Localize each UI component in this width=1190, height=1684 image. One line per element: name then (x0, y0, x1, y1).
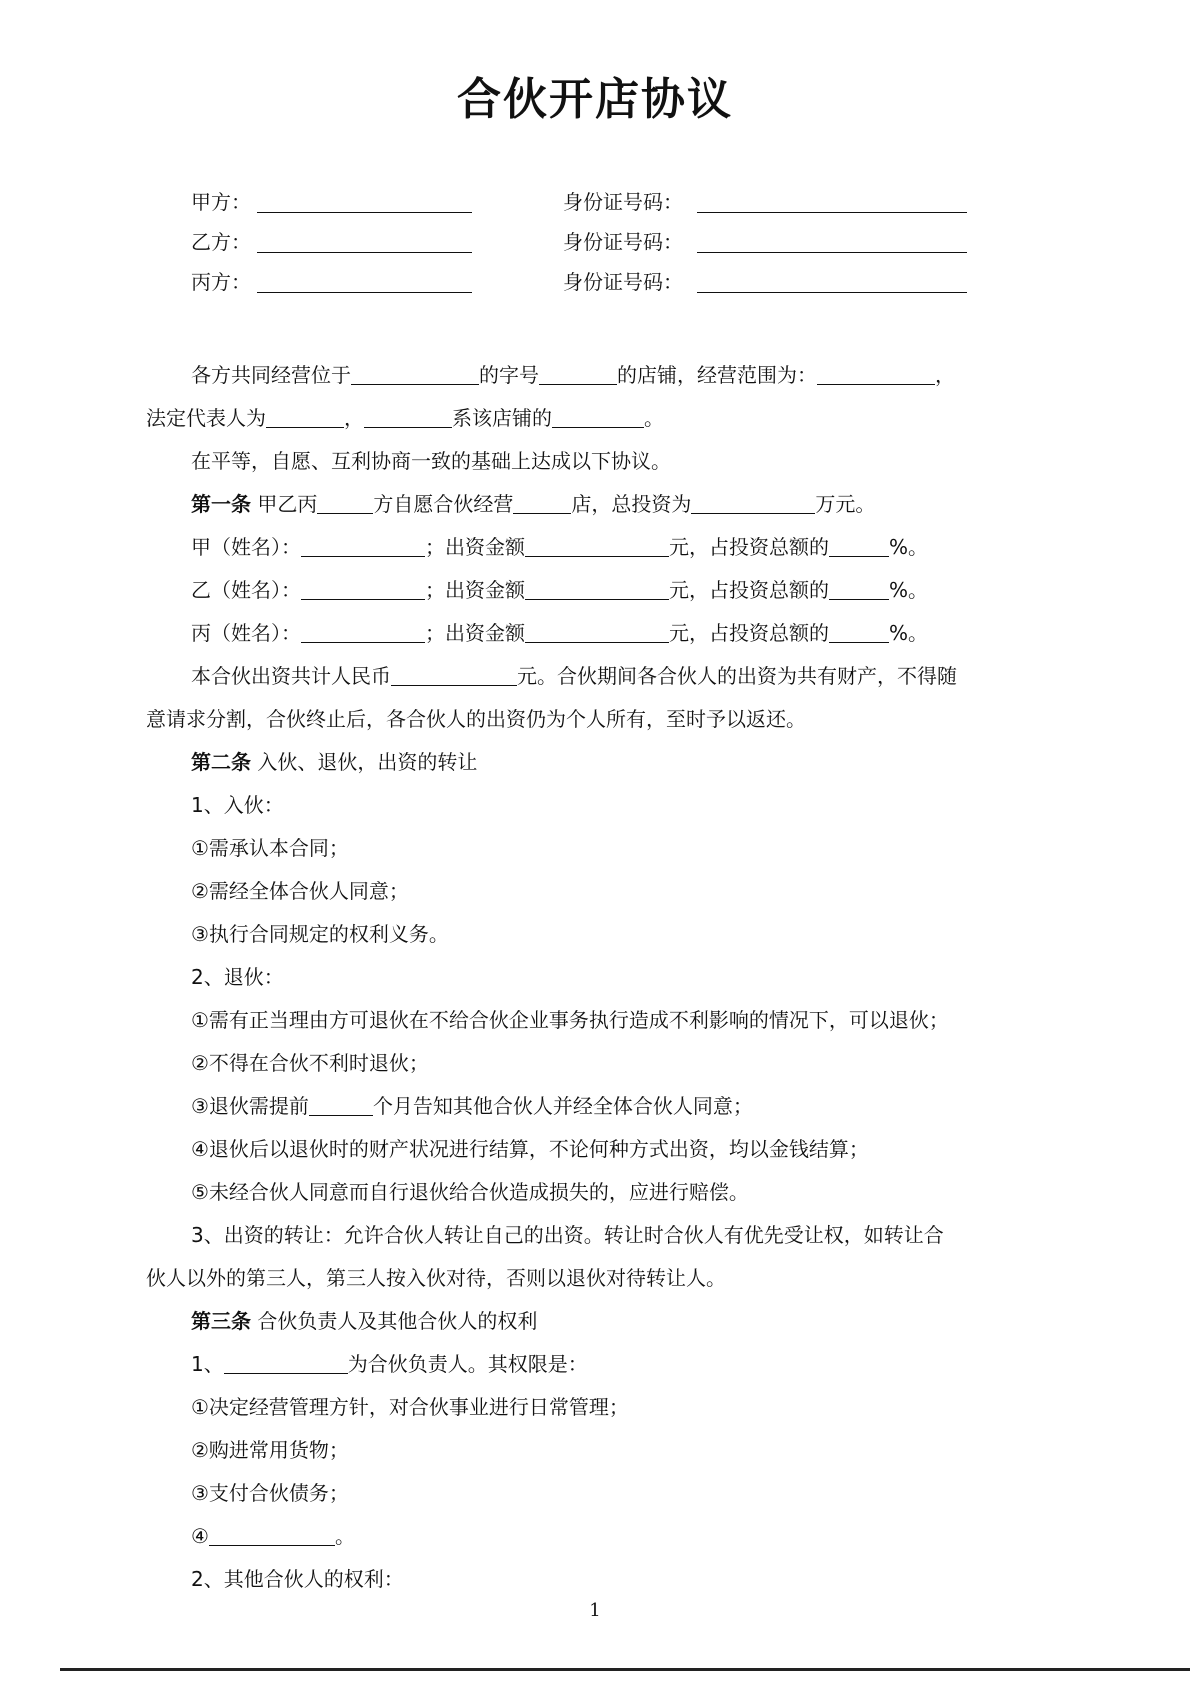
investor-name-blank[interactable] (301, 577, 425, 600)
text: ④ (191, 1524, 209, 1548)
notice-months-blank[interactable] (309, 1093, 373, 1116)
id-number-label: 身份证号码： (563, 190, 683, 214)
section-heading: 2、其他合伙人的权利： (191, 1567, 404, 1591)
id-number-label: 身份证号码： (563, 230, 683, 254)
investor-row (146, 612, 1066, 655)
party-row (191, 224, 991, 260)
page-number: 1 (589, 1600, 601, 1621)
party-row (191, 264, 991, 300)
total-capital-line-2: 意请求分割，合伙终止后，各合伙人的出资仍为个人所有，至时予以返还。 (146, 707, 806, 731)
intro-line-2 (146, 397, 1066, 440)
text: 合伙负责人及其他合伙人的权利 (251, 1309, 538, 1333)
text: 。 (334, 1524, 355, 1548)
id-number-blank[interactable] (697, 292, 967, 293)
list-item: ④退伙后以退伙时的财产状况进行结算，不论何种方式出资，均以金钱结算； (191, 1137, 869, 1161)
article-heading: 第二条 (191, 750, 251, 774)
text: 各方共同经营位于 (191, 363, 351, 387)
text: %。 (889, 535, 929, 559)
list-item: ③执行合同规定的权利义务。 (191, 922, 449, 946)
text: 本合伙出资共计人民币 (191, 664, 391, 688)
text: 乙（姓名）： (191, 578, 301, 602)
role-blank[interactable] (552, 405, 644, 428)
party-name-blank[interactable] (257, 292, 472, 293)
text: 方自愿合伙经营 (373, 492, 514, 516)
list-item (146, 1515, 1066, 1558)
text: 元。合伙期间各合伙人的出资为共有财产，不得随 (517, 664, 957, 688)
text: 的字号 (479, 363, 539, 387)
total-capital-blank[interactable] (391, 663, 517, 686)
article-2-heading (146, 741, 1066, 784)
list-item: ③支付合伙债务； (191, 1481, 349, 1505)
id-number-blank[interactable] (697, 212, 967, 213)
section-heading: 1、入伙： (191, 793, 284, 817)
text: ③退伙需提前 (191, 1094, 309, 1118)
section-heading: 3、出资的转让：允许合伙人转让自己的出资。转让时合伙人有优先受让权，如转让合 (191, 1223, 944, 1247)
text: ， (935, 363, 955, 387)
investor-row (146, 526, 1066, 569)
list-item: ①需承认本合同； (191, 836, 349, 860)
list-item: ⑤未经合伙人同意而自行退伙给合伙造成损失的，应进行赔偿。 (191, 1180, 749, 1204)
list-item: ①需有正当理由方可退伙在不给合伙企业事务执行造成不利影响的情况下，可以退伙； (191, 1008, 949, 1032)
percent-blank[interactable] (829, 534, 889, 557)
text: 甲（姓名）： (191, 535, 301, 559)
shop-name-blank[interactable] (539, 362, 617, 385)
list-item (146, 1085, 1066, 1128)
percent-blank[interactable] (829, 620, 889, 643)
investor-name-blank[interactable] (301, 620, 425, 643)
text: 元，占投资总额的 (669, 578, 829, 602)
party-row (191, 184, 991, 220)
text: %。 (889, 578, 929, 602)
text: 元，占投资总额的 (669, 535, 829, 559)
total-capital-line (146, 655, 1066, 698)
text: 的店铺，经营范围为： (617, 363, 817, 387)
text: ， (344, 406, 364, 430)
text: %。 (889, 621, 929, 645)
person-blank[interactable] (364, 405, 452, 428)
percent-blank[interactable] (829, 577, 889, 600)
text: 元，占投资总额的 (669, 621, 829, 645)
list-item: ②需经全体合伙人同意； (191, 879, 409, 903)
list-item: ①决定经营管理方针，对合伙事业进行日常管理； (191, 1395, 629, 1419)
party-name-blank[interactable] (257, 212, 472, 213)
investor-row (146, 569, 1066, 612)
text: 法定代表人为 (146, 406, 266, 430)
text: ；出资金额 (425, 578, 525, 602)
list-item: ②购进常用货物； (191, 1438, 349, 1462)
text: 为合伙负责人。其权限是： (347, 1352, 588, 1376)
article-3-heading (146, 1300, 1066, 1343)
business-scope-blank[interactable] (817, 362, 935, 385)
legal-rep-blank[interactable] (266, 405, 344, 428)
party-label: 乙方： (191, 230, 251, 254)
location-blank[interactable] (351, 362, 479, 385)
list-item: ②不得在合伙不利时退伙； (191, 1051, 429, 1075)
manager-name-blank[interactable] (224, 1351, 348, 1374)
text: 1、 (191, 1352, 224, 1376)
id-number-blank[interactable] (697, 252, 967, 253)
scan-edge-line (60, 1668, 1190, 1671)
text: 万元。 (815, 492, 876, 516)
shop-type-blank[interactable] (513, 491, 571, 514)
article-heading: 第三条 (191, 1309, 251, 1333)
intro-line-1 (146, 354, 1066, 397)
total-investment-blank[interactable] (691, 491, 815, 514)
text: 。 (644, 406, 664, 430)
text: 甲乙丙 (251, 492, 318, 516)
text: ；出资金额 (425, 535, 525, 559)
party-label: 丙方： (191, 270, 251, 294)
contribution-blank[interactable] (525, 534, 669, 557)
section-text: 伙人以外的第三人，第三人按入伙对待，否则以退伙对待转让人。 (146, 1266, 726, 1290)
text: 系该店铺的 (452, 406, 552, 430)
investor-name-blank[interactable] (301, 534, 425, 557)
section-heading (146, 1343, 1066, 1386)
article-heading: 第一条 (191, 492, 251, 516)
intro-line-3: 在平等，自愿、互利协商一致的基础上达成以下协议。 (191, 449, 671, 473)
party-label: 甲方： (191, 190, 251, 214)
text: 店，总投资为 (571, 492, 692, 516)
text: ；出资金额 (425, 621, 525, 645)
text: 入伙、退伙，出资的转让 (251, 750, 478, 774)
other-power-blank[interactable] (209, 1523, 335, 1546)
text: 丙（姓名）： (191, 621, 301, 645)
article-1-line (146, 483, 1066, 526)
agreement-body (146, 354, 1066, 1601)
party-name-blank[interactable] (257, 252, 472, 253)
text: 个月告知其他合伙人并经全体合伙人同意； (372, 1094, 753, 1118)
id-number-label: 身份证号码： (563, 270, 683, 294)
document-title: 合伙开店协议 (457, 74, 733, 125)
section-heading: 2、退伙： (191, 965, 284, 989)
party-count-blank[interactable] (317, 491, 373, 514)
contribution-blank[interactable] (525, 620, 669, 643)
contribution-blank[interactable] (525, 577, 669, 600)
